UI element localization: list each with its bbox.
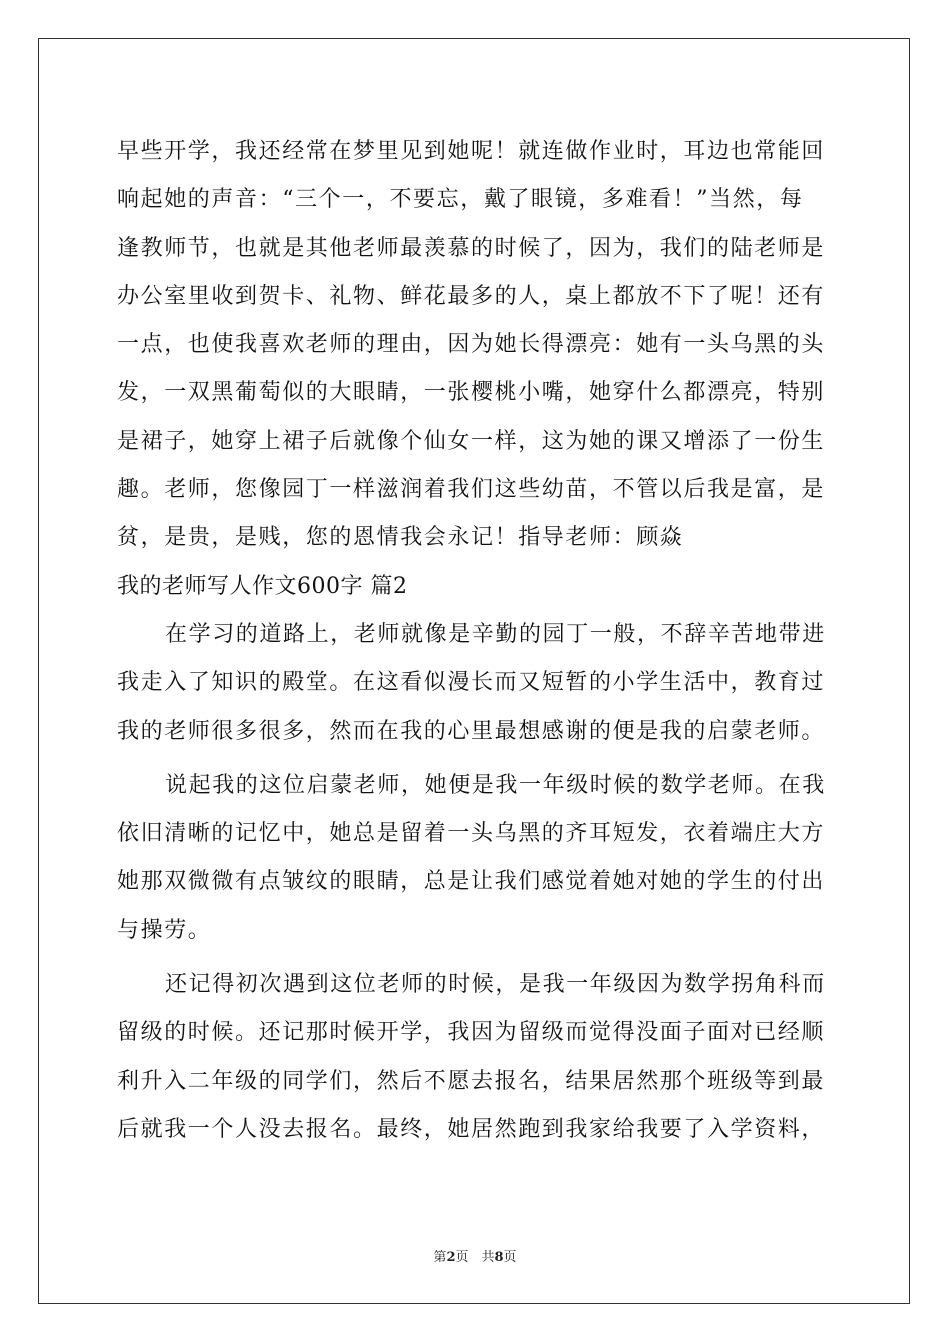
page-suffix: 页 — [503, 1250, 517, 1265]
page-mid: 页 共 — [455, 1250, 495, 1265]
text-line: 说起我的这位启蒙老师，她便是我一年级时候的数学老师。在我 — [165, 772, 826, 798]
text-line: 趣。老师，您像园丁一样滋润着我们这些幼苗，不管以后我是富，是 — [117, 477, 826, 503]
paragraph-continuation — [117, 128, 835, 563]
current-page-number: 2 — [446, 1250, 456, 1265]
text-line: 我走入了知识的殿堂。在这看似漫长而又短暂的小学生活中，教育过 — [117, 670, 826, 696]
text-line: 依旧清晰的记忆中，她总是留着一头乌黑的齐耳短发，衣着端庄大方 — [117, 821, 826, 847]
text-line: 她那双微微有点皱纹的眼睛，总是让我们感觉着她对她的学生的付出 — [117, 869, 826, 895]
text-line: 留级的时候。还记那时候开学，我因为留级而觉得没面子面对已经顺 — [117, 1020, 826, 1046]
page-footer — [0, 1246, 950, 1265]
text-line: 一点，也使我喜欢老师的理由，因为她长得漂亮：她有一头乌黑的头 — [117, 332, 826, 358]
text-line: 早些开学，我还经常在梦里见到她呢！就连做作业时，耳边也常能回 — [117, 139, 826, 164]
text-line: 是裙子，她穿上裙子后就像个仙女一样，这为她的课又增添了一份生 — [117, 428, 826, 454]
paragraph — [117, 611, 835, 756]
text-line: 后就我一个人没去报名。最终，她居然跑到我家给我要了入学资料， — [117, 1116, 826, 1142]
text-line: 办公室里收到贺卡、礼物、鲜花最多的人，桌上都放不下了呢！还有 — [117, 283, 826, 309]
page-prefix: 第 — [433, 1250, 447, 1265]
text-line: 还记得初次遇到这位老师的时候，是我一年级因为数学拐角科而 — [165, 972, 826, 998]
document-body — [117, 128, 835, 1154]
text-line: 我的老师很多很多，然而在我的心里最想感谢的便是我的启蒙老师。 — [117, 718, 826, 744]
text-line: 贫，是贵，是贱，您的恩情我会永记！指导老师：顾焱 — [117, 525, 684, 551]
total-page-number: 8 — [494, 1250, 504, 1265]
text-line: 发，一双黑葡萄似的大眼睛，一张樱桃小嘴，她穿什么都漂亮，特别 — [117, 380, 826, 406]
paragraph — [117, 762, 835, 955]
text-line: 响起她的声音：“三个一，不要忘，戴了眼镜，多难看！”当然，每 — [117, 187, 804, 213]
text-line: 利升入二年级的同学们，然后不愿去报名，结果居然那个班级等到最 — [117, 1068, 826, 1094]
paragraph — [117, 961, 835, 1154]
section-heading: 我的老师写人作文600字 篇2 — [117, 573, 408, 599]
text-line: 与操劳。 — [117, 917, 212, 943]
text-line: 逢教师节，也就是其他老师最羡慕的时候了，因为，我们的陆老师是 — [117, 235, 826, 261]
text-line: 在学习的道路上，老师就像是辛勤的园丁一般，不辞辛苦地带进 — [165, 621, 826, 647]
